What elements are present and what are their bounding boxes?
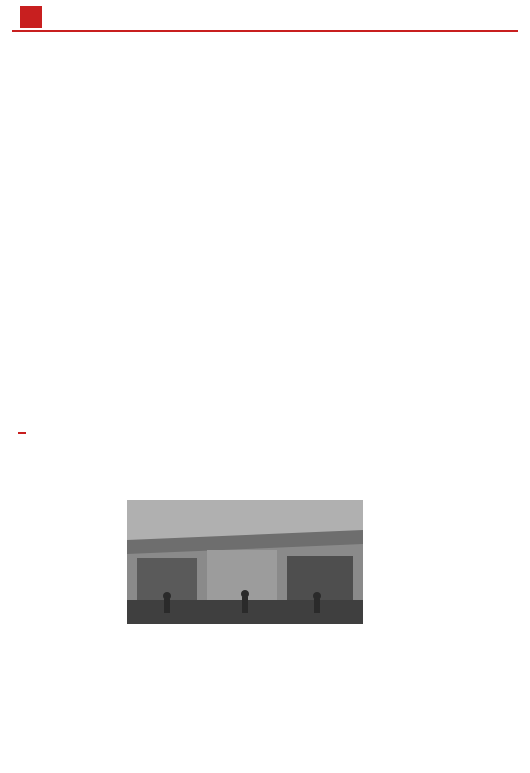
header-rule: [12, 30, 518, 32]
section-tag: [18, 432, 26, 434]
page-number: [20, 6, 42, 28]
footer-line: [0, 765, 530, 773]
exhibition-photo: [127, 500, 363, 624]
